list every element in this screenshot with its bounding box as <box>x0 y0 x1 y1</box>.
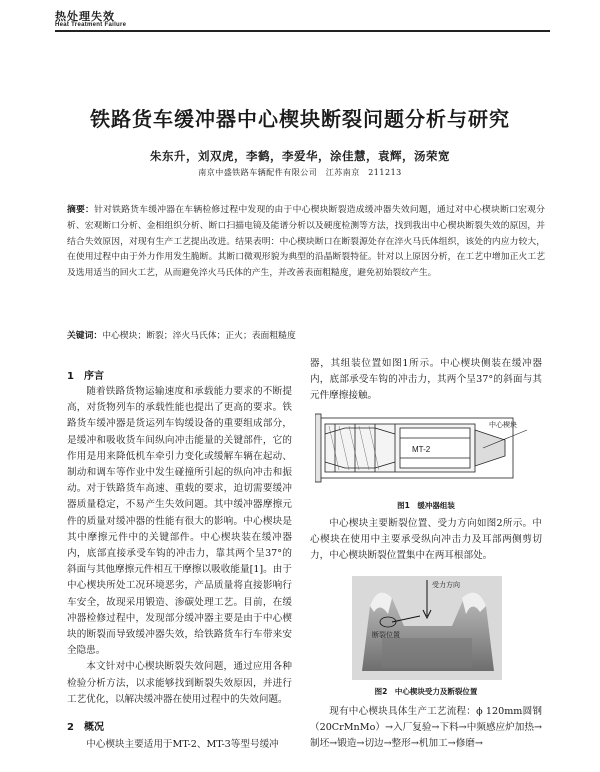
left-column-body <box>67 384 292 708</box>
figure-1-caption: 图1 缓冲器组装 <box>397 501 455 510</box>
abstract-label: 摘要： <box>67 205 95 215</box>
figure-2-label-force: 受力方向 <box>432 581 460 589</box>
abstract-text: 针对铁路货车缓冲器在车辆检修过程中发现的由于中心楔块断裂造成缓冲器失效问题，通过对中心楔块断口宏观分析、宏观断口分析、金相组织分析、断口扫描电镜及能谱分析以及硬度检测等方法，找到我出中心楔块断裂失效的原因，并结合失效原因，对现有生产工艺提出改进。结果表明：中心楔块断口在断裂源处存在淬火马氏体组织，该处的内应力较大，在使用过程中由于外力作用发生脆断。其断口微观形貌为典型的沿晶断裂特征。针对以上原因分析，在工艺中增加正火工艺及选用适当的回火工艺，从而避免淬火马氏体的产生，并改善表面粗糙度，避免初始裂纹产生。 <box>67 205 545 279</box>
article-title: 铁路货车缓冲器中心楔块断裂问题分析与研究 <box>90 107 510 131</box>
right-column-mid <box>310 516 542 565</box>
figure-1-label-center: 中心楔块 <box>489 421 517 429</box>
para-assembly: 器，其组装位置如图1所示。中心楔块侧装在缓冲器内，底部承受车钩的冲击力，其两个呈37°的斜面与其元件摩擦接触。 <box>310 358 542 402</box>
authors: 朱东升，刘双虎，李鹤，李爱华，涂佳慧，袁辉，汤荣宽 <box>150 149 450 163</box>
keywords-label: 关键词： <box>67 331 103 341</box>
abstract <box>67 203 545 282</box>
figure-1-label-model: MT-2 <box>412 445 431 454</box>
figure-2-label-break: 断裂位置 <box>372 631 400 639</box>
keywords-text: 中心楔块；断裂；淬火马氏体；正火；表面粗糙度 <box>102 331 296 341</box>
journal-section-en: Heat Treatment Failure <box>55 22 127 28</box>
journal-section-cn: 热处理失效 <box>55 10 115 23</box>
figure-2-caption: 图2 中心楔块受力及断裂位置 <box>374 687 478 696</box>
section-1-heading: 1 序言 <box>67 371 104 382</box>
section-2-heading: 2 概况 <box>67 722 104 733</box>
intro-paragraph-1: 随着铁路货物运输速度和承载能力要求的不断提高，对货物列车的承载性能也提出了更高的要求。铁路货车缓冲器是货运列车钩缓设备的重要组成部分，是缓冲和吸收货车间纵向冲击能量的关键部件，它的作用是用来降低机车牵引力变化或缓解车辆在起动、制动和调车等作业中发生碰撞所引起的纵向冲击和振动。对于铁路货车高速、重载的要求，迫切需要缓冲器质量稳定，不易产生失效问题。其中缓冲器摩擦元件的质量对缓冲器的性能有很大的影响。中心楔块是其中摩擦元件中的关键部件。中心楔块装在缓冲器内，底部直接承受车钩的冲击力，靠其两个呈37°的斜面与其他摩擦元件相互干摩擦以吸收能量[1]。由于中心楔块所处工况环境恶劣，产品质量将直接影响行车安全，故现采用锻造、渗碳处理工艺。目前，在缓冲器检修过程中，发现部分缓冲器主要是由于中心楔块的断裂而导致缓冲器失效，给铁路货车行车带来安全隐患。 <box>67 386 292 657</box>
keywords <box>67 328 545 341</box>
header-rule <box>55 30 550 32</box>
figure-2-photo <box>352 576 502 680</box>
right-column-bottom <box>310 704 542 753</box>
intro-paragraph-2: 本文针对中心楔块断裂失效问题，通过应用各种检验分析方法，以求能够找到断裂失效原因，并进行工艺优化，以解决缓冲器在使用过程中的失效问题。 <box>67 661 292 705</box>
para-force: 中心楔块主要断裂位置、受力方向如图2所示。中心楔块在使用中主要承受纵向冲击力及耳部两侧剪切力，中心楔块断裂位置集中在两耳根部处。 <box>310 518 542 562</box>
affiliation: 南京中盛铁路车辆配件有限公司 江苏南京 211213 <box>198 168 402 177</box>
right-column-top <box>310 356 542 405</box>
para-process: 现有中心楔块具体生产工艺流程：ϕ 120mm圆钢（20CrMnMo）→入厂复验→下料→中频感应炉加热→制坯→锻造→切边→整形→机加工→修磨→ <box>310 706 542 750</box>
section-2-text: 中心楔块主要适用于MT-2、MT-3等型号缓冲 <box>86 739 279 750</box>
